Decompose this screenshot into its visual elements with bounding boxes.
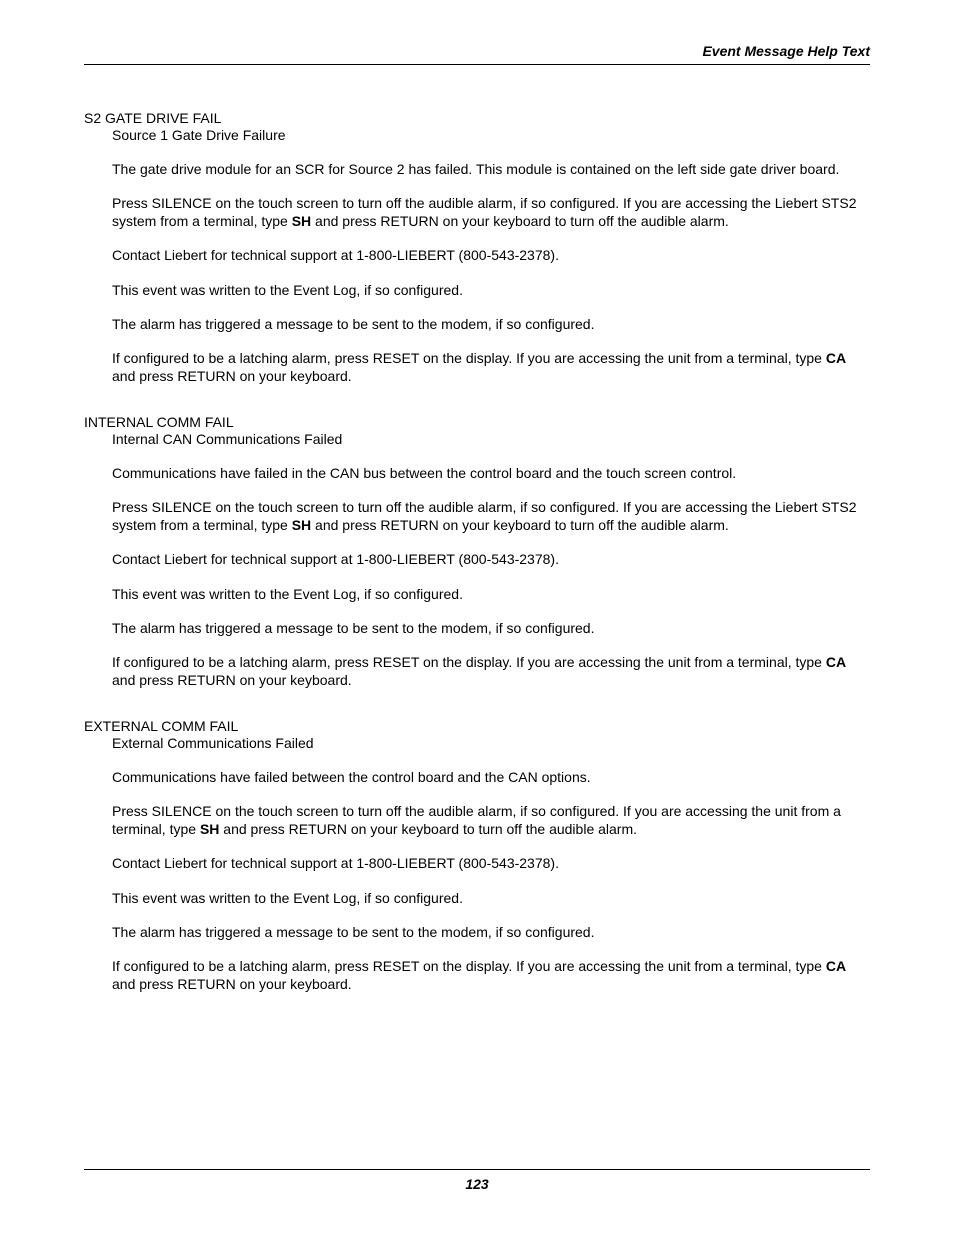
- event-section-s2-gate-drive-fail: [84, 110, 870, 385]
- modem-note: The alarm has triggered a message to be sent to the modem, if so configured.: [112, 924, 595, 941]
- silence-text-end: and press RETURN on your keyboard to turn off the audible alarm.: [311, 516, 729, 533]
- command-sh: SH: [291, 516, 312, 533]
- support-contact: Contact Liebert for technical support at 1-800-LIEBERT (800-543-2378).: [112, 855, 559, 872]
- modem-note: The alarm has triggered a message to be sent to the modem, if so configured.: [112, 316, 595, 333]
- event-title: S2 GATE DRIVE FAIL: [84, 110, 222, 126]
- latching-text-end: and press RETURN on your keyboard.: [112, 975, 352, 992]
- event-subtitle: Source 1 Gate Drive Failure: [112, 127, 286, 143]
- event-description: Communications have failed in the CAN bus between the control board and the touch screen control.: [112, 465, 737, 481]
- latching-text: If configured to be a latching alarm, press RESET on the display. If you are accessing the unit from a terminal, type: [112, 958, 826, 975]
- event-description: Communications have failed between the control board and the CAN options.: [112, 769, 591, 785]
- event-title: EXTERNAL COMM FAIL: [84, 718, 239, 734]
- latching-text-end: and press RETURN on your keyboard.: [112, 671, 352, 688]
- latching-text-end: and press RETURN on your keyboard.: [112, 367, 352, 384]
- modem-note: The alarm has triggered a message to be sent to the modem, if so configured.: [112, 620, 595, 637]
- silence-text: Press SILENCE on the touch screen to turn off the audible alarm, if so configured. If you are accessing the Liebert STS2 system from a terminal, type: [112, 499, 857, 533]
- latching-text: If configured to be a latching alarm, press RESET on the display. If you are accessing the unit from a terminal, type: [112, 654, 826, 671]
- silence-instructions: [112, 803, 870, 838]
- footer-rule: [84, 1169, 870, 1170]
- page-number: 123: [465, 1176, 489, 1192]
- silence-text: Press SILENCE on the touch screen to turn off the audible alarm, if so configured. If you are accessing the Liebert STS2 system from a terminal, type: [112, 195, 857, 229]
- event-section-internal-comm-fail: [84, 414, 870, 689]
- command-ca: CA: [825, 350, 847, 367]
- event-title: INTERNAL COMM FAIL: [84, 414, 234, 430]
- silence-text-end: and press RETURN on your keyboard to turn off the audible alarm.: [219, 820, 638, 837]
- latching-instructions: [112, 654, 870, 689]
- event-subtitle: External Communications Failed: [112, 735, 314, 751]
- silence-instructions: [112, 499, 870, 534]
- event-log-note: This event was written to the Event Log, if so configured.: [112, 281, 463, 298]
- event-description: The gate drive module for an SCR for Source 2 has failed. This module is contained on the left side gate driver board.: [112, 161, 840, 177]
- event-log-note: This event was written to the Event Log, if so configured.: [112, 585, 463, 602]
- silence-text: Press SILENCE on the touch screen to turn off the audible alarm, if so configured. If you are accessing the unit from a terminal, type: [112, 803, 841, 837]
- command-sh: SH: [291, 212, 312, 229]
- latching-text: If configured to be a latching alarm, press RESET on the display. If you are accessing the unit from a terminal, type: [112, 350, 826, 367]
- command-sh: SH: [199, 820, 220, 837]
- page-header-title: Event Message Help Text: [702, 43, 870, 59]
- support-contact: Contact Liebert for technical support at 1-800-LIEBERT (800-543-2378).: [112, 247, 559, 264]
- event-subtitle: Internal CAN Communications Failed: [112, 431, 343, 447]
- event-section-external-comm-fail: [84, 718, 870, 993]
- latching-instructions: [112, 350, 870, 385]
- latching-instructions: [112, 958, 870, 993]
- header-rule: [84, 64, 870, 65]
- silence-text-end: and press RETURN on your keyboard to turn off the audible alarm.: [311, 212, 729, 229]
- support-contact: Contact Liebert for technical support at 1-800-LIEBERT (800-543-2378).: [112, 551, 559, 568]
- command-ca: CA: [825, 958, 847, 975]
- command-ca: CA: [825, 654, 847, 671]
- event-log-note: This event was written to the Event Log, if so configured.: [112, 889, 463, 906]
- silence-instructions: [112, 195, 870, 230]
